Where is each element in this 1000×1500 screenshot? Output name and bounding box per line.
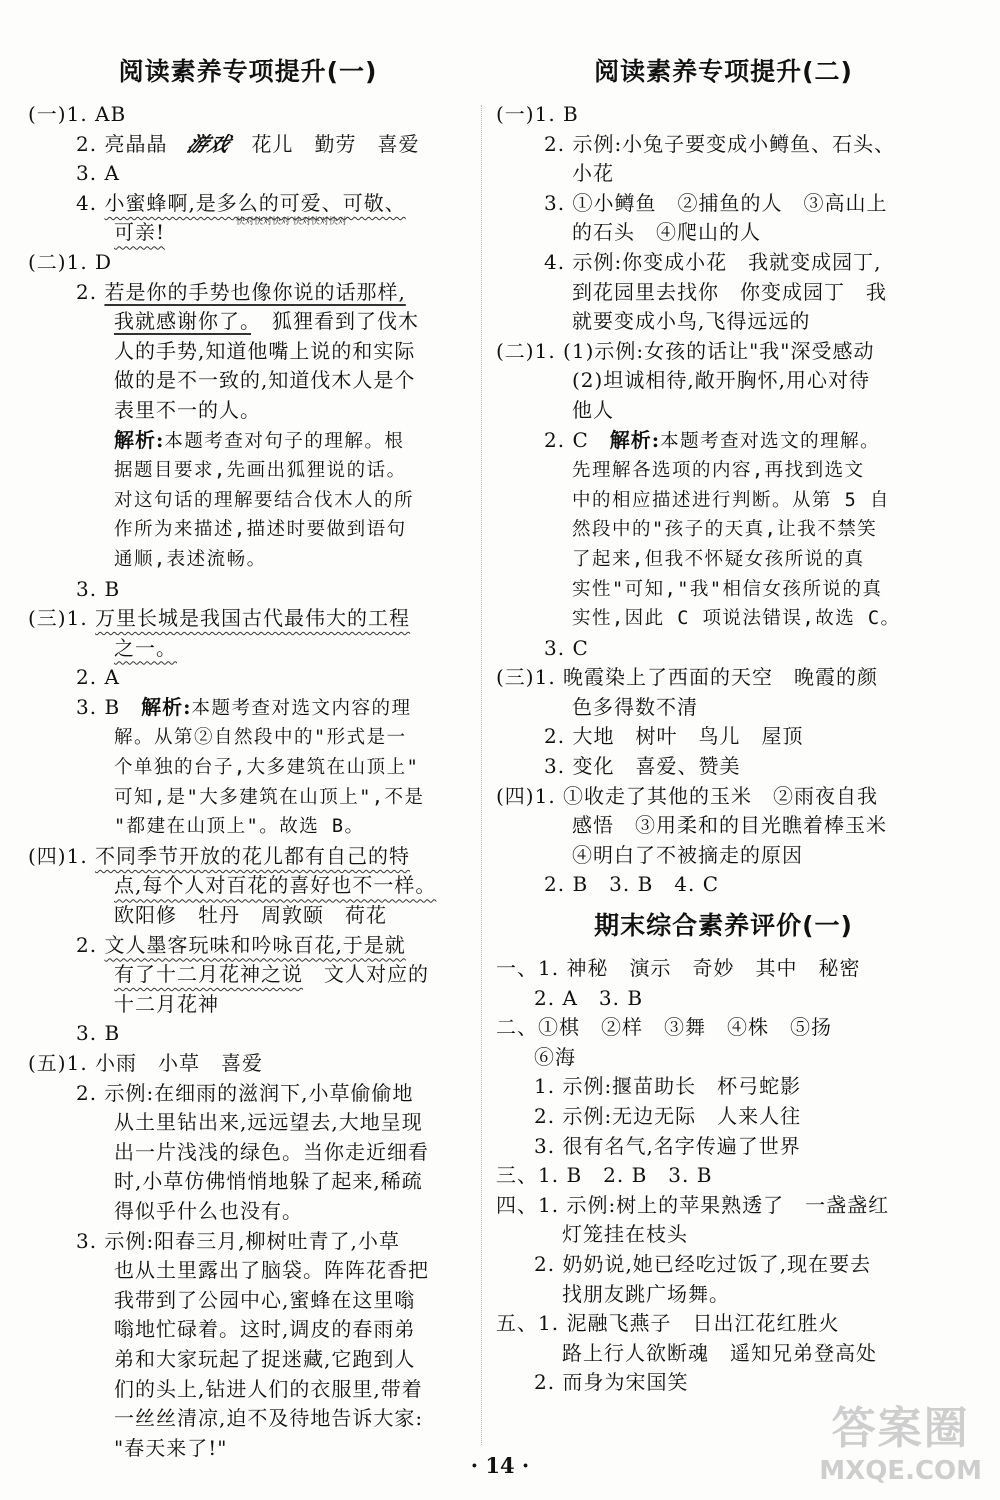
answer-line: 们的头上,钻进人们的衣服里,带着 [114,1376,423,1401]
explanation-line: 可知,是"大多建筑在山顶上",不是 [114,786,425,808]
answer-line: 可亲! [114,220,166,245]
explanation-line: 先理解各选项的内容,再找到选文 [572,460,865,482]
watermark-text: 答案圈 [831,1403,970,1454]
explanation-line: "都建在山顶上"。故选 B。 [114,816,365,838]
answer-line: 时,小草仿佛悄悄地躲了起来,稀疏 [114,1169,423,1194]
answer-line: (二)1. (1)示例:女孩的话让"我"深受感动 [496,338,875,363]
explanation-line: 了起来,但我不怀疑女孩所说的真 [572,548,865,570]
section-title-final-review: 期末综合素养评价(一) [594,911,853,941]
answer-line: 3. B [76,576,121,601]
answer-line: 3. ①小鳟鱼 ②捕鱼的人 ③高山上 [544,190,888,215]
answer-line: 五、1. 泥融飞燕子 日出江花红胜火 [496,1311,840,1336]
answer-line: 一、1. 神秘 演示 奇妙 其中 秘密 [496,956,861,981]
answer-line: 欧阳修 牡丹 周敦颐 荷花 [114,903,387,928]
answer-line: 路上行人欲断魂 遥知兄弟登高处 [562,1340,877,1365]
answer-line: 表里不一的人。 [114,397,261,422]
answer-line: 三、1. B 2. B 3. B [496,1163,713,1188]
explanation-line: 个单独的台子,大多建筑在山顶上" [114,757,420,779]
answer-line: (二)1. D [28,249,113,274]
answer-line: ④明白了不被摘走的原因 [572,842,803,867]
answer-line: 3. C [544,635,589,660]
answer-line: 3. 很有名气,名字传遍了世界 [534,1133,801,1158]
answer-line: 色多得数不清 [572,694,698,719]
answer-line: 一丝丝清凉,迫不及待地告诉大家: [114,1406,424,1431]
answer-line: 2. 若是你的手势也像你说的话那样, [76,279,406,304]
handwritten-note: 快对快对快对 快对快对快对 [236,217,347,227]
watermark-logo [819,1392,982,1486]
answer-line: 他人 [572,397,614,422]
answer-line: 之一。 [114,635,177,660]
explanation-line: 解。从第②自然段中的"形式是一 [114,727,407,749]
answer-line: (2)坦诚相待,敞开胸怀,用心对待 [572,368,871,393]
answer-line: 就要变成小鸟,飞得远远的 [572,309,811,334]
section-title-reading-1: 阅读素养专项提升(一) [118,57,378,86]
answer-line: 小花 [572,161,614,186]
answer-line: 得似乎什么也没有。 [114,1198,303,1223]
answer-line: 2. 而身为宋国笑 [534,1370,689,1395]
answer-line: 2. B 3. B 4. C [544,872,720,897]
answer-line: 2. 示例:无边无际 人来人往 [534,1104,802,1128]
page-number: · 14 · [470,1453,530,1478]
explanation-line: 作所为来描述,描述时要做到语句 [114,519,407,541]
answer-line: 3. B [76,1021,121,1046]
answer-line: 弟和大家玩起了捉迷藏,它跑到人 [114,1346,416,1371]
answer-line: 3. 变化 喜爱、赞美 [544,754,741,779]
answer-line: 十二月花神 [114,991,219,1016]
answer-line: 感悟 ③用柔和的目光瞧着棒玉米 [572,813,887,838]
answer-line: 3. 示例:阳春三月,柳树吐青了,小草 [76,1228,400,1253]
answer-line: 二、①棋 ②样 ③舞 ④株 ⑤扬 [496,1015,832,1040]
answer-line: ⑥海 [534,1044,576,1069]
answer-line: 灯笼挂在枝头 [562,1222,688,1247]
answer-line: 找朋友跳广场舞。 [562,1281,730,1306]
answer-line: 做的是不一致的,知道伐木人是个 [114,368,416,393]
section-title-reading-2: 阅读素养专项提升(二) [594,57,853,86]
answer-line: (四)1. 不同季节开放的花儿都有自己的特 [28,843,411,868]
answer-line: 到花园里去找你 你变成园丁 我 [572,279,887,304]
right-column [496,52,951,1398]
answer-line: "春天来了!" [114,1435,228,1460]
answer-line: (三)1. 万里长城是我国古代最伟大的工程 [28,606,411,631]
answer-line: 点,每个人对百花的喜好也不一样。 [114,873,437,898]
explanation-line: 通顺,表述流畅。 [114,548,267,570]
answer-line: 我就感谢你了。 狐狸看到了伐木 [114,309,419,334]
answer-line: 2. A 3. B [534,985,644,1010]
answer-line: 嗡地忙碌着。这时,调皮的春雨弟 [114,1317,416,1342]
explanation-line: 据题目要求,先画出狐狸说的话。 [114,460,407,482]
answer-line: 人的手势,知道他嘴上说的和实际 [114,338,416,363]
answer-line: 出一片浅浅的绿色。当你走近细看 [114,1139,429,1164]
answer-line: 4. 小蜜蜂啊,是多么的可爱、可敬、 [76,190,406,215]
answer-line: (五)1. 小雨 小草 喜爱 [28,1051,264,1075]
explanation-line: 实性,因此 C 项说法错误,故选 C。 [572,608,901,630]
answer-line: 2. A [76,665,120,690]
explanation-line: 3. B 解析:本题考查对选文内容的理 [76,694,412,719]
answer-line: 有了十二月花神之说 文人对应的 [114,962,429,987]
answer-line: 从土里钻出来,远远望去,大地呈现 [114,1110,423,1135]
explanation-line: 对这句话的理解要结合伐木人的所 [114,489,415,511]
answer-line: 2. 示例:在细雨的滋润下,小草偷偷地 [76,1080,414,1105]
answer-line: 我带到了公园中心,蜜蜂在这里嗡 [114,1287,416,1312]
answer-line: 1. 示例:揠苗助长 杯弓蛇影 [534,1074,802,1099]
answer-line: (一)1. B [496,102,579,126]
explanation-line: 解析:本题考查对句子的理解。根 [114,427,405,452]
answer-line: 3. A [76,161,120,186]
answer-line: 2. 大地 树叶 鸟儿 屋顶 [544,724,804,749]
answer-line: 四、1. 示例:树上的苹果熟透了 一盏盏红 [496,1192,890,1217]
answer-line: (三)1. 晚霞染上了西面的天空 晚霞的颜 [496,665,879,690]
answer-line: 4. 示例:你变成小花 我就变成园丁, [544,249,882,274]
answer-line: 2. 文人墨客玩味和吟咏百花,于是就 [76,932,406,957]
answer-line: 2. 奶奶说,她已经吃过饭了,现在要去 [534,1251,872,1276]
explanation-line: 实性"可知,"我"相信女孩所说的真 [572,578,883,600]
column-divider [481,105,482,1445]
explanation-line: 然段中的"孩子的天真,让我不禁笑 [572,519,878,541]
explanation-line: 2. C 解析:本题考查对选文的理解。 [544,427,881,452]
answer-line: 的石头 ④爬山的人 [572,220,761,245]
answer-line: 2. 示例:小兔子要变成小鳟鱼、石头、 [544,131,896,156]
answer-line: (四)1. ①收走了其他的玉米 ②雨夜自我 [496,783,879,808]
handwritten-scribble: 游戏 [184,131,236,156]
explanation-line: 中的相应描述进行判断。从第 5 自 [572,489,890,511]
watermark-url: MXQE.COM [819,1456,982,1486]
left-column [28,52,468,1463]
answer-line: 也从土里露出了脑袋。阵阵花香把 [114,1258,429,1283]
answer-line: 2. 亮晶晶 游戏 花儿 勤劳 喜爱 [28,130,468,160]
answer-line: (一)1. AB [28,102,127,126]
